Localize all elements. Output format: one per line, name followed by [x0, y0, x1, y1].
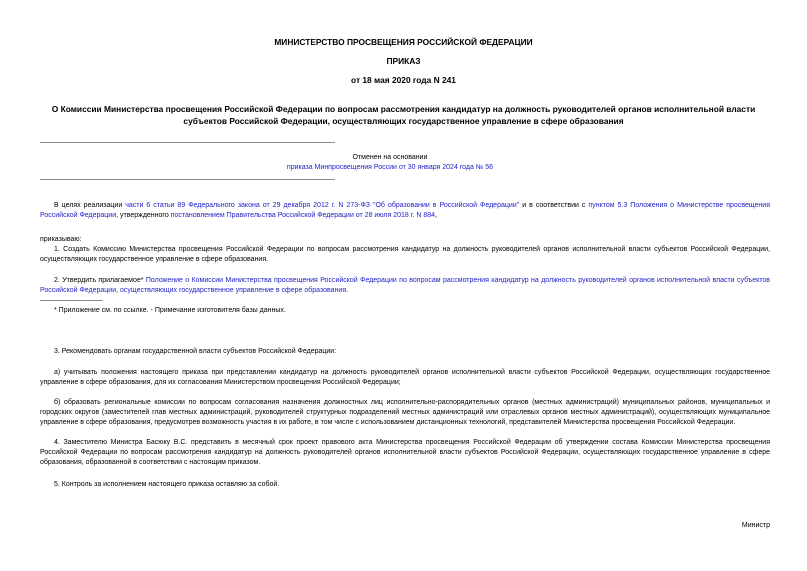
signature-title: Министр — [741, 522, 770, 529]
government-resolution-link[interactable]: постановлением Правительства Российской Федерации от 28 июля 2018 г. N 884 — [170, 212, 436, 219]
footnote: * Приложение см. по ссылке. - Примечание изготовителя базы данных. — [54, 307, 286, 314]
revocation-order-link[interactable]: приказа Минпросвещения России от 30 января 2024 года № 56 — [286, 164, 494, 171]
footnote-rule: ________________ — [40, 294, 103, 301]
revocation-note: Отменен на основании — [352, 154, 428, 161]
item-4: 4. Заместителю Министра Басюку В.С. представить в месячный срок проект правового акта Министерства просвещения Российской Федерации об утверждении состава Комиссии Министерства просвещения Российской Федерации по вопросам рассмотрения кандидатур на должность руководителей органов исполнительной власти субъектов Российской Федерации, осуществляющих государственное управление в сфере образования, образованной в соответствии с настоящим приказом. — [40, 439, 770, 466]
item-3b: б) образовать региональные комиссии по вопросам согласования назначения должностных лиц исполнительно-распорядительных органов (местных администраций) муниципальных районов, муниципальных и городских округов (заместителей глав местных администраций, руководителей структурных подразделений местных администраций или отраслевых органов местных администраций), осуществляющих муниципальное управление в сфере образования, предусмотрев возможность участия в их работе, в том числе с использованием дистанционных технологий, представителей Министерства просвещения Российской Федерации. — [40, 399, 770, 426]
federal-law-link[interactable]: части 6 статьи 89 Федерального закона от 29 декабря 2012 г. N 273-ФЗ "Об образовании в Российской Федерации" — [125, 202, 520, 209]
item-3a: а) учитывать положения настоящего приказа при представлении кандидатур на должность руководителей органов исполнительной власти субъектов Российской Федерации, осуществляющих государственное управление в сфере образования, для их согласования Министерством просвещения Российской Федерации; — [40, 369, 770, 386]
item-1: 1. Создать Комиссию Министерства просвещения Российской Федерации по вопросам рассмотрения кандидатур на должность руководителей органов исполнительной власти субъектов Российской Федерации, осуществляющих государственное управление в сфере образования. — [40, 246, 770, 263]
order-word: приказываю: — [40, 236, 82, 243]
commission-regulation-link[interactable]: Положение о Комиссии Министерства просвещения Российской Федерации по вопросам рассмотрения кандидатур на должность руководителей органов исполнительной власти субъектов Российской Федерации, осуществляющих государственное управление в сфере образования — [40, 277, 770, 294]
ministry-regulation-link[interactable]: пунктом 5.3 Положения о Министерстве просвещения Российской Федерации — [40, 202, 770, 219]
item-5: 5. Контроль за исполнением настоящего приказа оставляю за собой. — [54, 481, 280, 488]
document-title: О Комиссии Министерства просвещения Российской Федерации по вопросам рассмотрения кандидатур на должность руководителей органов исполнительной власти субъектов Российской Федерации, осуществляющих государственное управление в сфере образования — [51, 104, 756, 126]
revocation-rule-bottom — [40, 179, 335, 180]
item-2: 2. Утвердить прилагаемое* Положение о Комиссии Министерства просвещения Российской Федерации по вопросам рассмотрения кандидатур на должность руководителей органов исполнительной власти субъектов Российской Федерации, осуществляющих государственное управление в сфере образования. — [40, 277, 770, 294]
ministry-name: МИНИСТЕРСТВО ПРОСВЕЩЕНИЯ РОССИЙСКОЙ ФЕДЕРАЦИИ — [274, 37, 533, 47]
item-3: 3. Рекомендовать органам государственной власти субъектов Российской Федерации: — [54, 348, 337, 355]
revocation-rule-top — [40, 142, 335, 143]
document-type: ПРИКАЗ — [386, 56, 421, 66]
preamble-paragraph: В целях реализации части 6 статьи 89 Федерального закона от 29 декабря 2012 г. N 273-ФЗ "Об образовании в Российской Федерации" и в соответствии с пунктом 5.3 Положения о Министерстве просвещения Российской Федерации, утвержденного постановлением Правительства Российской Федерации от 28 июля 2018 г. N 884, — [40, 202, 770, 219]
document-date-number: от 18 мая 2020 года N 241 — [351, 75, 456, 85]
